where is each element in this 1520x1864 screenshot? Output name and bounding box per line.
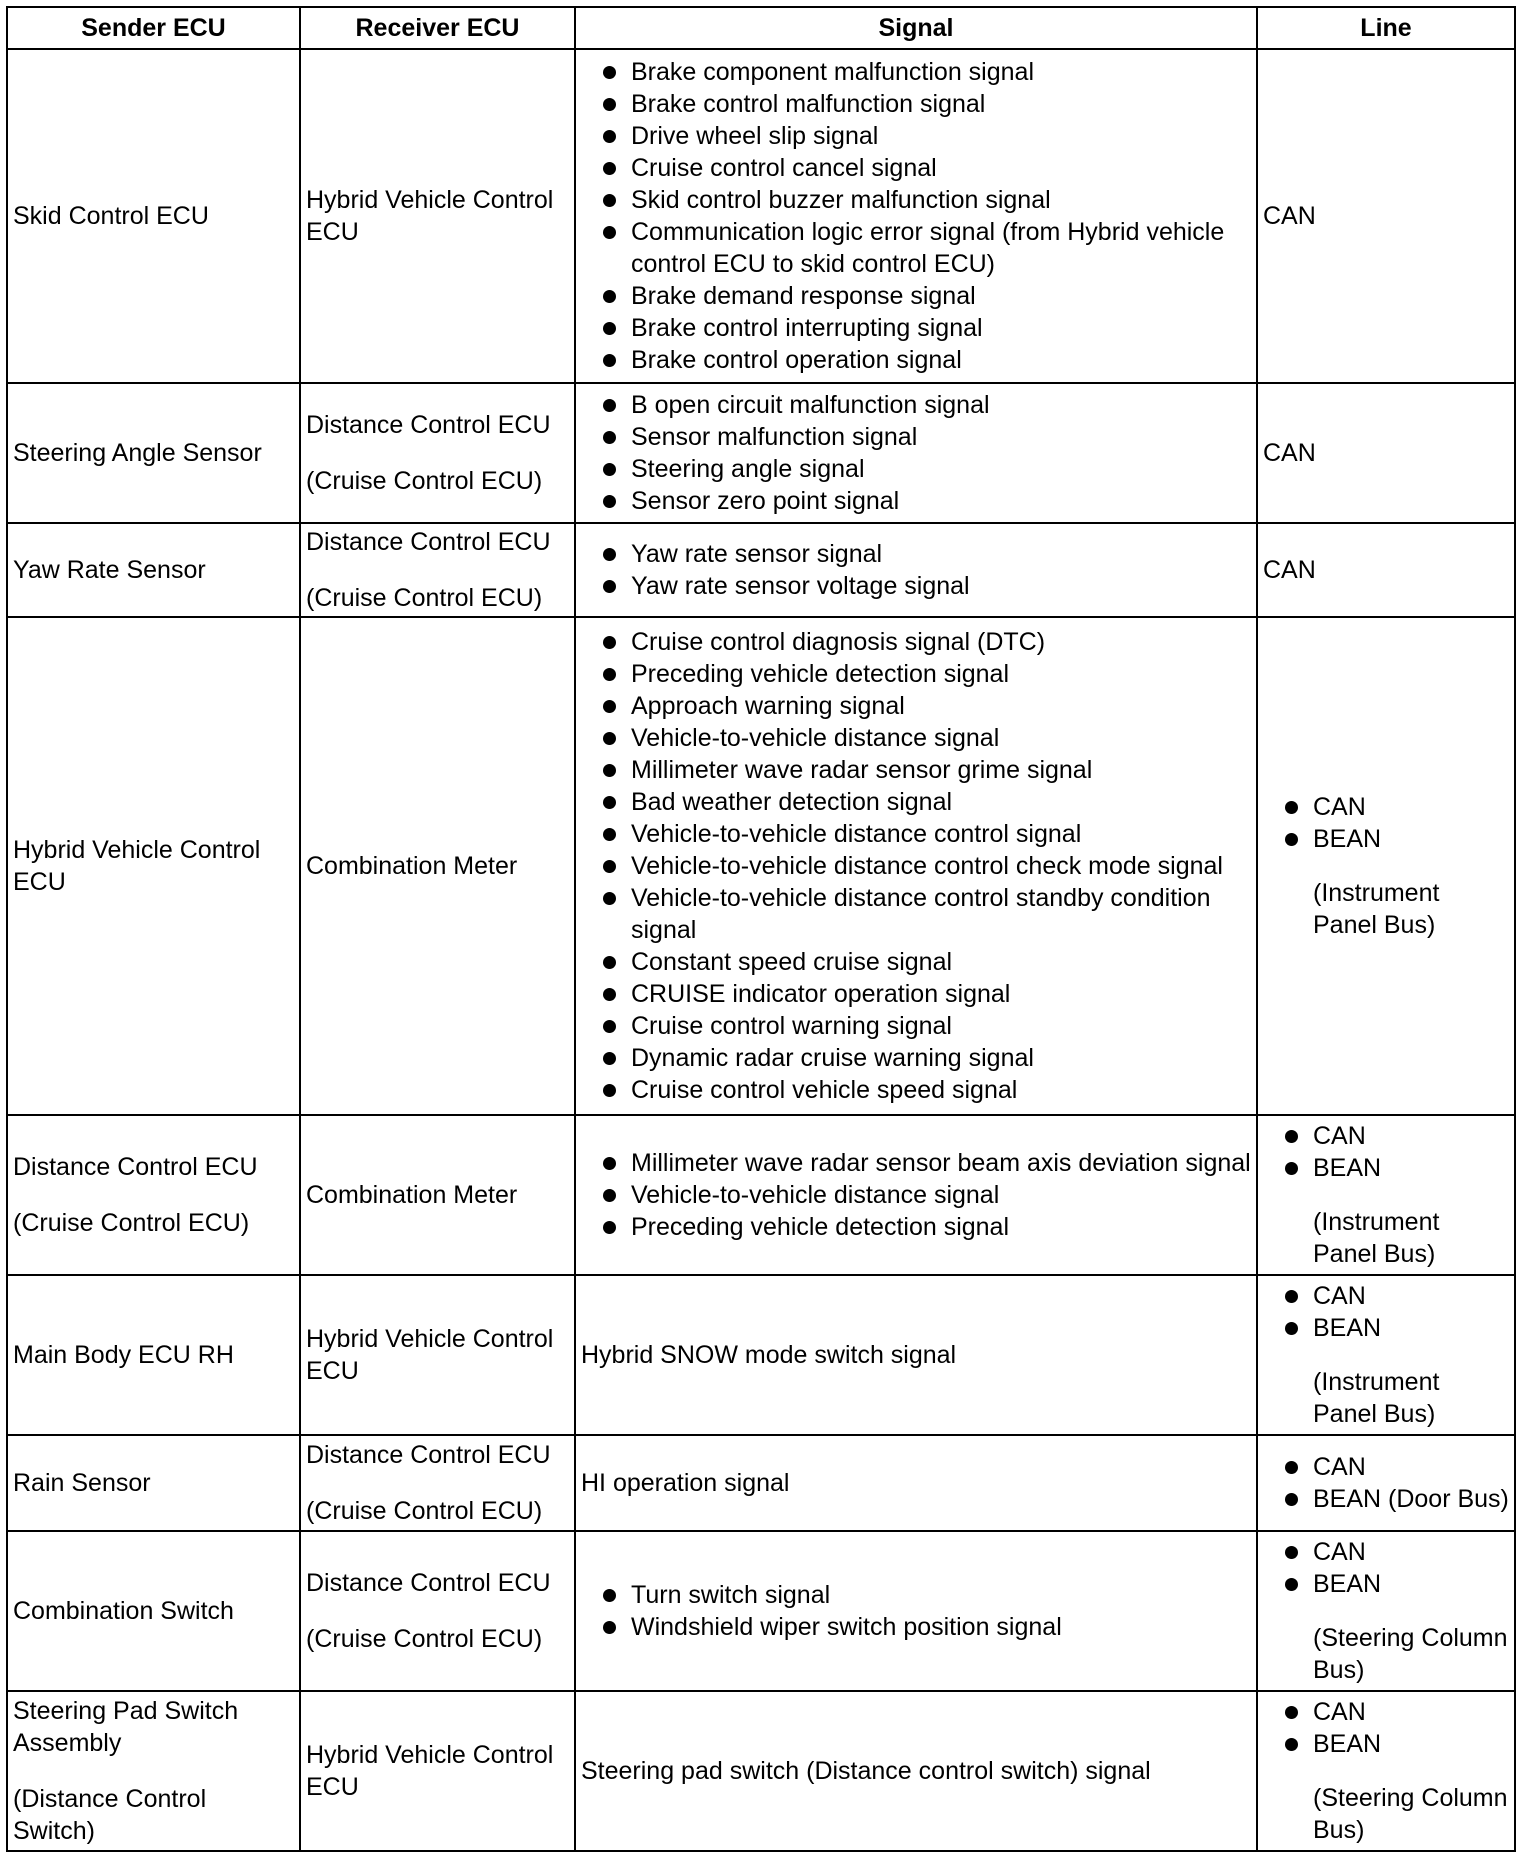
receiver-cell-text: (Cruise Control ECU)	[306, 467, 543, 495]
signal-cell	[575, 1531, 1257, 1691]
line-note: (Instrument Panel Bus)	[1313, 879, 1440, 939]
line-text: CAN	[1263, 439, 1316, 467]
sender-cell-text: (Cruise Control ECU)	[13, 1209, 250, 1237]
sender-cell-text: Distance Control ECU	[13, 1153, 258, 1181]
receiver-cell	[300, 1435, 575, 1531]
signal-cell	[575, 49, 1257, 383]
receiver-cell-text: Distance Control ECU	[306, 528, 551, 556]
line-list	[1263, 1451, 1509, 1515]
table-row	[7, 617, 1515, 1115]
signal-list	[581, 1579, 1251, 1643]
table-row	[7, 383, 1515, 523]
list-item: Cruise control cancel signal	[603, 152, 1251, 184]
receiver-cell-text: Distance Control ECU	[306, 1441, 551, 1469]
list-item: Cruise control diagnosis signal (DTC)	[603, 626, 1251, 658]
signal-list	[581, 626, 1251, 1106]
list-item: CAN	[1285, 1451, 1509, 1483]
line-cell	[1257, 49, 1515, 383]
line-cell	[1257, 523, 1515, 617]
receiver-cell	[300, 617, 575, 1115]
sender-cell	[7, 49, 300, 383]
receiver-cell-text: (Cruise Control ECU)	[306, 1625, 543, 1653]
receiver-cell	[300, 1691, 575, 1851]
list-item: Skid control buzzer malfunction signal	[603, 184, 1251, 216]
sender-cell	[7, 617, 300, 1115]
receiver-cell-text: (Cruise Control ECU)	[306, 1497, 543, 1525]
line-list	[1263, 1536, 1509, 1600]
list-item: CAN	[1285, 791, 1509, 823]
receiver-cell	[300, 523, 575, 617]
receiver-cell-text: Combination Meter	[306, 1181, 518, 1209]
signal-list	[581, 1147, 1251, 1243]
list-item: Millimeter wave radar sensor beam axis deviation signal	[603, 1147, 1251, 1179]
line-cell	[1257, 1115, 1515, 1275]
list-item: Windshield wiper switch position signal	[603, 1611, 1251, 1643]
receiver-cell	[300, 383, 575, 523]
list-item: CRUISE indicator operation signal	[603, 978, 1251, 1010]
sender-cell	[7, 383, 300, 523]
list-item: Yaw rate sensor signal	[603, 538, 1251, 570]
sender-cell-text: Steering Pad Switch Assembly	[13, 1697, 239, 1757]
list-item: BEAN	[1285, 823, 1509, 855]
list-item: Brake component malfunction signal	[603, 56, 1251, 88]
header-line: Line	[1257, 7, 1515, 49]
receiver-cell-text: Hybrid Vehicle Control ECU	[306, 1325, 554, 1385]
header-receiver: Receiver ECU	[300, 7, 575, 49]
list-item: CAN	[1285, 1696, 1509, 1728]
table-row	[7, 1691, 1515, 1851]
signal-cell	[575, 523, 1257, 617]
sender-cell-text: Skid Control ECU	[13, 202, 209, 230]
list-item: Brake control operation signal	[603, 344, 1251, 376]
header-sender: Sender ECU	[7, 7, 300, 49]
receiver-cell	[300, 49, 575, 383]
list-item: Communication logic error signal (from Hybrid vehicle control ECU to skid control ECU)	[603, 216, 1251, 280]
receiver-cell-text: (Cruise Control ECU)	[306, 584, 543, 612]
line-text: CAN	[1263, 202, 1316, 230]
list-item: Vehicle-to-vehicle distance control check mode signal	[603, 850, 1251, 882]
list-item: Dynamic radar cruise warning signal	[603, 1042, 1251, 1074]
receiver-cell-text: Hybrid Vehicle Control ECU	[306, 186, 554, 246]
list-item: Vehicle-to-vehicle distance control signal	[603, 818, 1251, 850]
line-cell	[1257, 617, 1515, 1115]
list-item: Constant speed cruise signal	[603, 946, 1251, 978]
sender-cell	[7, 1435, 300, 1531]
signal-list	[581, 56, 1251, 376]
list-item: BEAN	[1285, 1312, 1509, 1344]
list-item: Bad weather detection signal	[603, 786, 1251, 818]
signal-cell	[575, 1275, 1257, 1435]
signal-text: Hybrid SNOW mode switch signal	[581, 1341, 957, 1369]
list-item: Vehicle-to-vehicle distance control standby condition signal	[603, 882, 1251, 946]
line-note: (Steering Column Bus)	[1313, 1784, 1508, 1844]
list-item: Brake control malfunction signal	[603, 88, 1251, 120]
sender-cell-text: Hybrid Vehicle Control ECU	[13, 836, 261, 896]
signal-text: Steering pad switch (Distance control switch) signal	[581, 1757, 1151, 1785]
list-item: BEAN	[1285, 1728, 1509, 1760]
signal-list	[581, 389, 1251, 517]
table-row	[7, 1531, 1515, 1691]
list-item: Vehicle-to-vehicle distance signal	[603, 1179, 1251, 1211]
list-item: Steering angle signal	[603, 453, 1251, 485]
line-note: (Steering Column Bus)	[1313, 1624, 1508, 1684]
list-item: B open circuit malfunction signal	[603, 389, 1251, 421]
receiver-cell-text: Distance Control ECU	[306, 411, 551, 439]
signal-cell	[575, 1115, 1257, 1275]
line-cell	[1257, 1275, 1515, 1435]
line-cell	[1257, 1435, 1515, 1531]
signal-cell	[575, 617, 1257, 1115]
list-item: Cruise control warning signal	[603, 1010, 1251, 1042]
table-row	[7, 49, 1515, 383]
list-item: BEAN	[1285, 1568, 1509, 1600]
signal-cell	[575, 1435, 1257, 1531]
table-body	[7, 49, 1515, 1851]
list-item: BEAN (Door Bus)	[1285, 1483, 1509, 1515]
line-cell	[1257, 1531, 1515, 1691]
list-item: Millimeter wave radar sensor grime signal	[603, 754, 1251, 786]
signal-text: HI operation signal	[581, 1469, 790, 1497]
line-note: (Instrument Panel Bus)	[1313, 1368, 1440, 1428]
signal-cell	[575, 383, 1257, 523]
receiver-cell	[300, 1115, 575, 1275]
signal-cell	[575, 1691, 1257, 1851]
list-item: Cruise control vehicle speed signal	[603, 1074, 1251, 1106]
receiver-cell	[300, 1531, 575, 1691]
list-item: Sensor malfunction signal	[603, 421, 1251, 453]
list-item: CAN	[1285, 1120, 1509, 1152]
line-list	[1263, 1280, 1509, 1344]
receiver-cell-text: Distance Control ECU	[306, 1569, 551, 1597]
sender-cell	[7, 1531, 300, 1691]
line-list	[1263, 791, 1509, 855]
line-text: CAN	[1263, 556, 1316, 584]
list-item: CAN	[1285, 1280, 1509, 1312]
list-item: Yaw rate sensor voltage signal	[603, 570, 1251, 602]
list-item: Sensor zero point signal	[603, 485, 1251, 517]
header-signal: Signal	[575, 7, 1257, 49]
signal-list	[581, 538, 1251, 602]
sender-cell-text: Main Body ECU RH	[13, 1341, 234, 1369]
list-item: Brake demand response signal	[603, 280, 1251, 312]
list-item: Preceding vehicle detection signal	[603, 658, 1251, 690]
table-row	[7, 1115, 1515, 1275]
list-item: CAN	[1285, 1536, 1509, 1568]
line-list	[1263, 1696, 1509, 1760]
sender-cell-text: Combination Switch	[13, 1597, 234, 1625]
table-row	[7, 523, 1515, 617]
list-item: BEAN	[1285, 1152, 1509, 1184]
list-item: Turn switch signal	[603, 1579, 1251, 1611]
line-list	[1263, 1120, 1509, 1184]
sender-cell-text: Rain Sensor	[13, 1469, 151, 1497]
sender-cell	[7, 1691, 300, 1851]
list-item: Approach warning signal	[603, 690, 1251, 722]
receiver-cell-text: Combination Meter	[306, 852, 518, 880]
list-item: Drive wheel slip signal	[603, 120, 1251, 152]
line-cell	[1257, 1691, 1515, 1851]
sender-cell-text: Steering Angle Sensor	[13, 439, 262, 467]
receiver-cell	[300, 1275, 575, 1435]
list-item: Vehicle-to-vehicle distance signal	[603, 722, 1251, 754]
table-row	[7, 1275, 1515, 1435]
line-note: (Instrument Panel Bus)	[1313, 1208, 1440, 1268]
table-row	[7, 1435, 1515, 1531]
sender-cell	[7, 523, 300, 617]
sender-cell-text: (Distance Control Switch)	[13, 1785, 207, 1845]
sender-cell	[7, 1115, 300, 1275]
line-cell	[1257, 383, 1515, 523]
signal-table	[6, 6, 1516, 1852]
receiver-cell-text: Hybrid Vehicle Control ECU	[306, 1741, 554, 1801]
header-row	[7, 7, 1515, 49]
sender-cell	[7, 1275, 300, 1435]
list-item: Brake control interrupting signal	[603, 312, 1251, 344]
list-item: Preceding vehicle detection signal	[603, 1211, 1251, 1243]
sender-cell-text: Yaw Rate Sensor	[13, 556, 206, 584]
